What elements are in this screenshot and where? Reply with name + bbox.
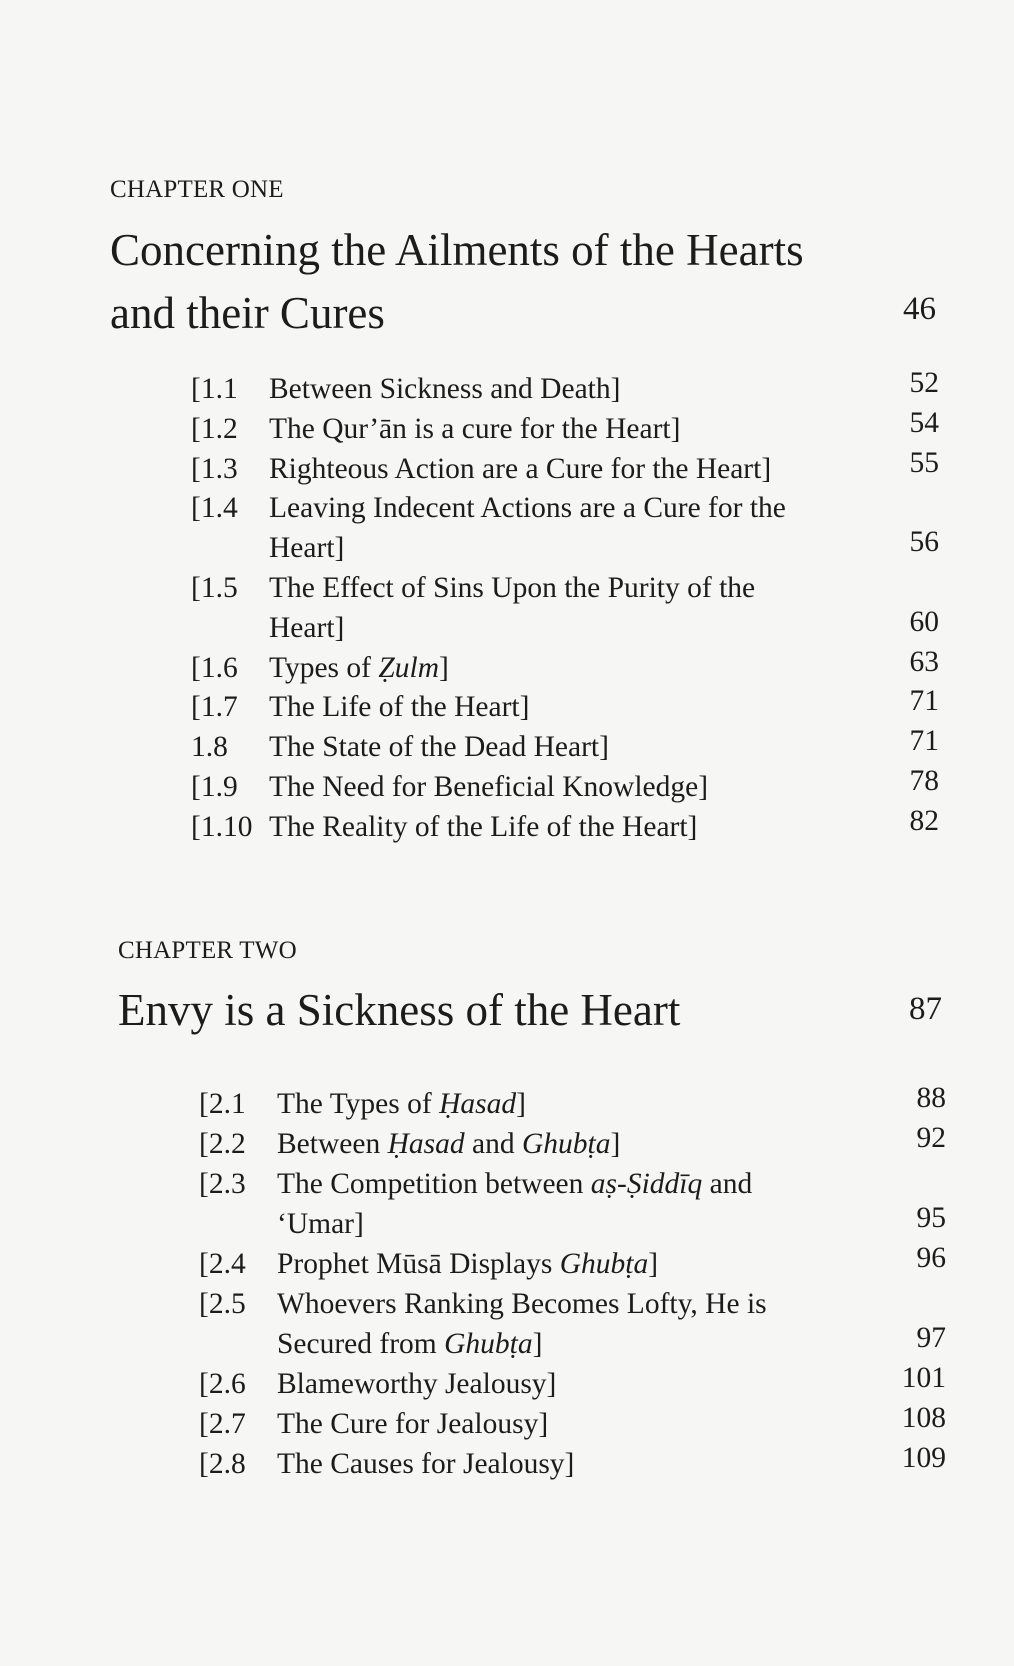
entry-title <box>277 1130 620 1160</box>
entry-page-number: 71 <box>909 725 939 758</box>
entry-text: Prophet Mūsā Displays <box>277 1248 560 1280</box>
entry-number: [1.2 <box>191 412 238 445</box>
entry-title <box>269 452 772 485</box>
chapter-page-number: 87 <box>909 991 942 1027</box>
entry-text: Between Sickness and Death] <box>269 373 621 405</box>
entry-text: Leaving Indecent Actions are a Cure for the <box>269 492 786 525</box>
entry-text: Between <box>277 1128 388 1160</box>
entry-text: The Competition between <box>277 1168 591 1200</box>
entry-title <box>269 534 344 564</box>
entry-page-number: 88 <box>916 1082 946 1114</box>
entry-text: The Causes for Jealousy] <box>277 1448 575 1480</box>
entry-page-number: 92 <box>916 1122 946 1154</box>
entry-text: The Types of <box>277 1088 440 1120</box>
italic-term: aṣ-Ṣiddīq <box>590 1168 703 1200</box>
entry-title <box>269 412 681 445</box>
entry-number: [1.9 <box>191 771 238 803</box>
entry-text: The Reality of the Life of the Heart] <box>269 810 698 843</box>
chapter-title-line: Concerning the Ailments of the Hearts <box>110 225 804 275</box>
entry-text: Heart] <box>269 611 345 644</box>
entry-title <box>277 1090 526 1120</box>
entry-text: ] <box>532 1328 543 1360</box>
entry-number: [2.3 <box>199 1168 246 1200</box>
entry-page-number: 78 <box>909 765 939 797</box>
chapter-title-line: and their Cures <box>110 288 385 338</box>
entry-number: [2.6 <box>199 1368 246 1400</box>
entry-page-number: 109 <box>901 1442 946 1474</box>
entry-title <box>277 1410 548 1440</box>
entry-title <box>269 494 786 524</box>
entry-text: Types of <box>269 651 379 684</box>
entry-title <box>277 1290 767 1320</box>
entry-page-number: 52 <box>909 367 939 399</box>
entry-page-number: 108 <box>901 1402 946 1434</box>
entry-text: Secured from <box>277 1328 445 1360</box>
entry-title <box>269 693 529 723</box>
entry-text: The Effect of Sins Upon the Purity of the <box>269 572 756 604</box>
entry-text: ] <box>648 1248 659 1280</box>
entry-text: Heart] <box>269 532 345 565</box>
entry-number: [1.7 <box>191 691 238 724</box>
entry-number: [1.5 <box>191 572 238 604</box>
entry-page-number: 60 <box>909 605 939 638</box>
entry-page-number: 82 <box>909 804 939 837</box>
entry-page-number: 97 <box>916 1322 946 1354</box>
entry-text: The Qur’ān is a cure for the Heart] <box>269 412 681 445</box>
entry-text: and <box>464 1128 522 1160</box>
italic-term: Ẓulm <box>378 651 440 684</box>
entry-text: ] <box>439 651 449 684</box>
entry-number: [1.6 <box>191 651 238 684</box>
entry-text: Whoevers Ranking Becomes Lofty, He is <box>277 1288 767 1320</box>
entry-text: Righteous Action are a Cure for the Heart] <box>269 452 772 485</box>
entry-title <box>277 1170 752 1200</box>
entry-number: [2.8 <box>199 1448 246 1480</box>
chapter-label: CHAPTER ONE <box>110 176 284 203</box>
entry-title <box>269 574 755 604</box>
entry-page-number: 71 <box>909 685 939 718</box>
entry-title <box>277 1370 556 1400</box>
entry-title <box>277 1250 658 1280</box>
entry-page-number: 101 <box>901 1362 946 1394</box>
entry-title <box>269 611 345 644</box>
entry-number: [1.3 <box>191 452 238 485</box>
entry-text: ] <box>610 1128 621 1160</box>
entry-number: [2.5 <box>199 1288 246 1320</box>
entry-number: [2.7 <box>199 1408 246 1440</box>
entry-text: ] <box>516 1088 526 1120</box>
entry-text: Blameworthy Jealousy] <box>277 1368 557 1400</box>
entry-title <box>277 1330 542 1360</box>
chapter-title: Envy is a Sickness of the Heart <box>118 985 681 1035</box>
italic-term: Ghubṭa <box>559 1248 649 1280</box>
entry-title <box>277 1210 364 1240</box>
entry-page-number: 55 <box>909 446 939 479</box>
entry-number: [1.4 <box>191 492 238 525</box>
italic-term: Ghubṭa <box>444 1328 533 1360</box>
entry-text: The State of the Dead Heart] <box>269 731 609 764</box>
entry-number: [2.4 <box>199 1248 246 1280</box>
italic-term: Ghubṭa <box>521 1128 611 1160</box>
entry-number: [1.1 <box>191 373 238 405</box>
chapter-page-number: 46 <box>903 291 936 327</box>
entry-title <box>269 375 620 405</box>
entry-number: [2.1 <box>199 1088 246 1120</box>
entry-text: ‘Umar] <box>277 1208 364 1240</box>
entry-page-number: 54 <box>909 406 939 439</box>
entry-title <box>269 733 609 763</box>
entry-number: [1.10 <box>191 810 253 843</box>
entry-page-number: 96 <box>916 1242 946 1274</box>
chapter-label: CHAPTER TWO <box>118 937 297 964</box>
italic-term: Ḥasad <box>439 1088 517 1120</box>
entry-number: 1.8 <box>191 731 228 764</box>
entry-number: [2.2 <box>199 1128 246 1160</box>
entry-page-number: 95 <box>916 1202 946 1234</box>
italic-term: Ḥasad <box>387 1128 465 1160</box>
entry-title <box>269 773 708 803</box>
entry-text: The Life of the Heart] <box>269 691 530 724</box>
entry-text: The Need for Beneficial Knowledge] <box>269 771 709 803</box>
entry-text: and <box>702 1168 753 1200</box>
entry-title <box>269 810 698 843</box>
entry-text: The Cure for Jealousy] <box>277 1408 549 1440</box>
entry-page-number: 56 <box>909 526 939 559</box>
entry-title <box>277 1450 574 1480</box>
entry-title <box>269 651 449 684</box>
entry-page-number: 63 <box>909 645 939 678</box>
